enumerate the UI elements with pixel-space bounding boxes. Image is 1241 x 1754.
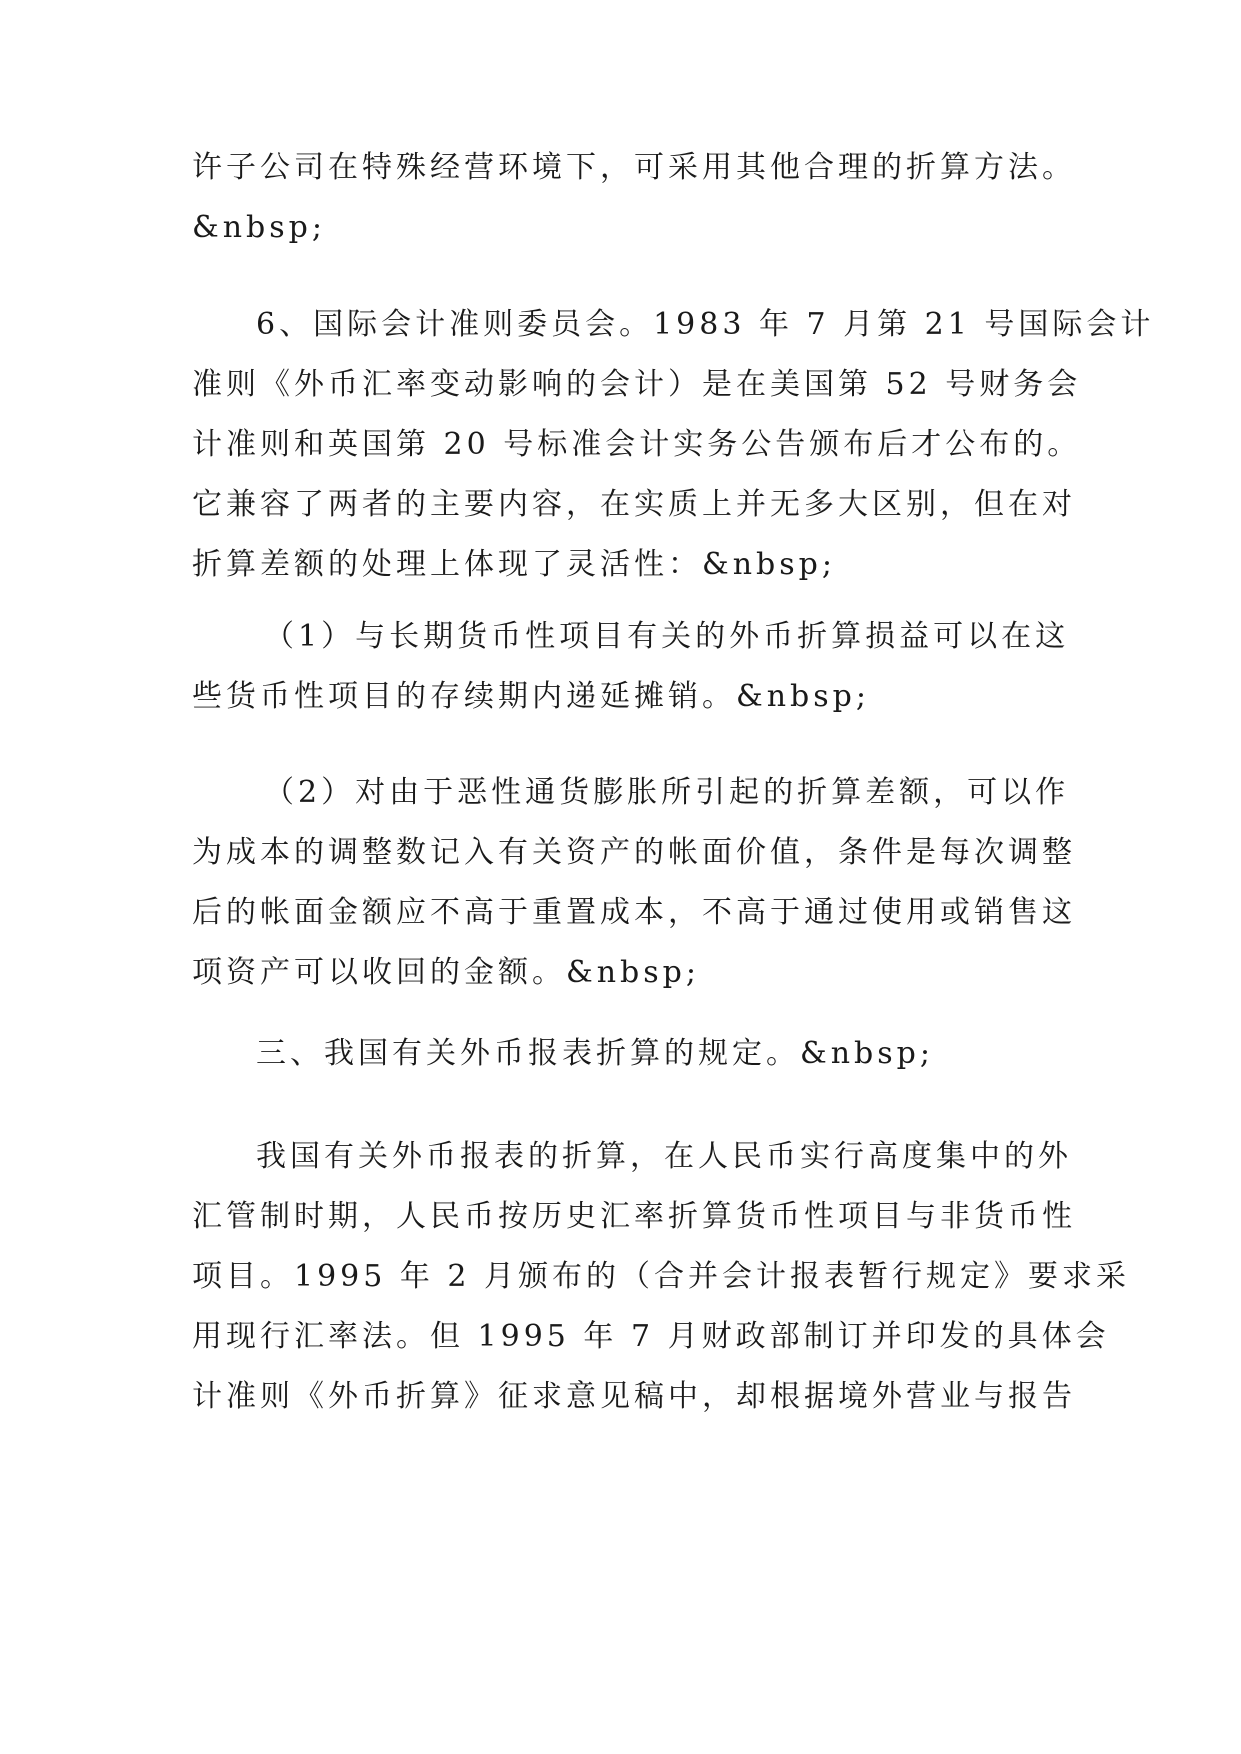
text-line: （1）与长期货币性项目有关的外币折算损益可以在这 [264,619,1070,654]
text-line: 它兼容了两者的主要内容，在实质上并无多大区别，但在对 [192,487,1076,522]
text-line: 折算差额的处理上体现了灵活性：&nbsp; [192,547,836,582]
text-line: 用现行汇率法。但 1995 年 7 月财政部制订并印发的具体会 [192,1319,1110,1354]
text-line: 准则《外币汇率变动影响的会计）是在美国第 52 号财务会 [192,367,1082,402]
paragraph-5 [192,1024,1062,1084]
text-line: 些货币性项目的存续期内递延摊销。&nbsp; [192,679,870,714]
text-line: 为成本的调整数记入有关资产的帐面价值，条件是每次调整 [192,835,1076,870]
text-line: 项目。1995 年 2 月颁布的（合并会计报表暂行规定》要求采 [192,1259,1131,1294]
paragraph-1 [192,138,1076,258]
paragraph-4 [192,763,1076,1003]
text-line: 计准则和英国第 20 号标准会计实务公告颁布后才公布的。 [192,427,1082,462]
text-line: 许子公司在特殊经营环境下，可采用其他合理的折算方法。 [192,150,1076,185]
text-line: &nbsp; [192,210,326,245]
text-line: 项资产可以收回的金额。&nbsp; [192,955,700,990]
paragraph-3 [192,607,1070,727]
text-line: 计准则《外币折算》征求意见稿中，却根据境外营业与报告 [192,1379,1076,1414]
paragraph-2 [192,295,1155,595]
text-line: （2）对由于恶性通货膨胀所引起的折算差额，可以作 [264,775,1070,810]
text-line: 后的帐面金额应不高于重置成本，不高于通过使用或销售这 [192,895,1076,930]
text-line: 6、国际会计准则委员会。1983 年 7 月第 21 号国际会计 [256,307,1155,342]
text-line: 三、我国有关外币报表折算的规定。&nbsp; [256,1036,934,1071]
paragraph-6 [192,1127,1131,1427]
text-line: 汇管制时期，人民币按历史汇率折算货币性项目与非货币性 [192,1199,1076,1234]
text-line: 我国有关外币报表的折算，在人民币实行高度集中的外 [256,1139,1072,1174]
